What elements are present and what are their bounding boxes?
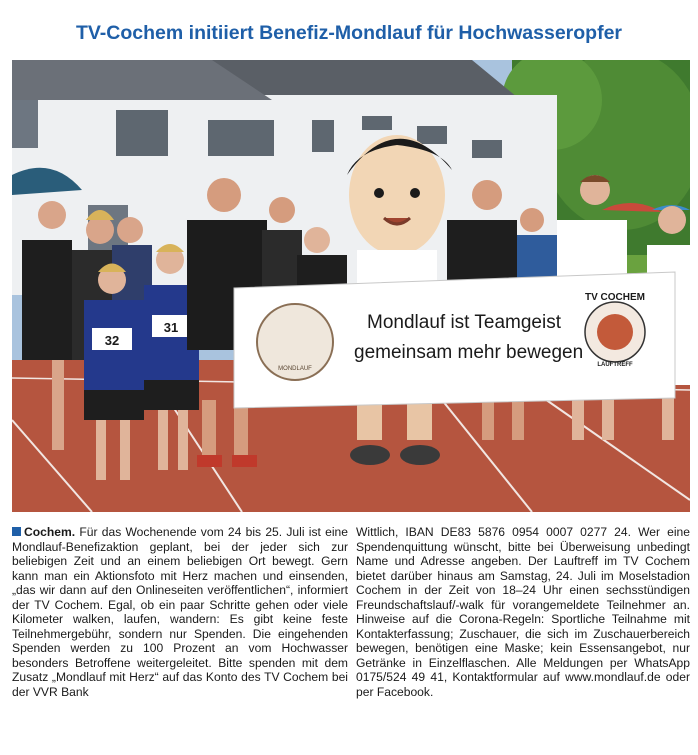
article-column-left	[12, 525, 348, 700]
banner-line2: gemeinsam mehr bewegen	[354, 342, 584, 363]
article-dateline: Cochem.	[24, 525, 76, 539]
article-photo	[12, 60, 690, 512]
bib-left: 32	[104, 333, 120, 348]
bib-right: 31	[163, 320, 179, 335]
article-column-right	[356, 525, 690, 700]
article-text-left: Für das Wochenende vom 24 bis 25. Juli ist eine Mondlauf-Benefizaktion geplant, bei der jeder sich zur beliebigen Zeit und an einem beliebigen Ort bewegt. Gern kann man ein Aktionsfoto mit Herz machen und einsenden, „das wir dann auf den Onlineseiten veröffentlichen“, informiert der TV Cochem. Egal, ob ein paar Schritte gehen oder viele Kilometer walken, laufen, wandern: Es gibt keine feste Teilnehmergebühr, sondern nur Spenden. Die eingehenden Spenden werden zu 100 Prozent an vom Hochwasser besonders Betroffene weitergeleitet. Bitte spenden mit dem Zusatz „Mondlauf mit Herz“ auf das Konto des TV Cochem bei der VVR Bank	[12, 525, 348, 700]
mascot	[349, 135, 445, 255]
banner-line1: Mondlauf ist Teamgeist	[367, 312, 561, 333]
svg-text:MONDLAUF: MONDLAUF	[278, 366, 312, 372]
section-marker	[12, 527, 21, 536]
article-headline: TV-Cochem initiiert Benefiz-Mondlauf für Hochwasseropfer	[75, 22, 623, 44]
svg-text:LAUFTREFF: LAUFTREFF	[597, 362, 633, 368]
banner	[234, 272, 675, 408]
svg-text:TV COCHEM: TV COCHEM	[585, 292, 645, 303]
article-text-right: Wittlich, IBAN DE83 5876 0954 0007 0277 24. Wer eine Spendenquittung wünscht, bitte bei Überweisung unbedingt Name und Adresse angeben. Der Lauftreff im TV Cochem bietet darüber hinaus am Samstag, 24. Juli im Moselstadion Cochem in der Zeit von 18–24 Uhr einen sechsstündigen Freundschaftslauf/-walk für vorangemeldete Teilnehmer an. Hinweise auf die Corona-Regeln: Sportliche Teilnahme mit Kontakterfassung; Zuschauer, die sich im Zuschauerbereich bewegen, benötigen eine Maske; kein Essensangebot, nur Getränke in Einzelflaschen. Alle Meldungen per WhatsApp 0175/524 49 41, Kontaktformular auf www.mondlauf.de oder per Facebook.	[356, 525, 690, 700]
